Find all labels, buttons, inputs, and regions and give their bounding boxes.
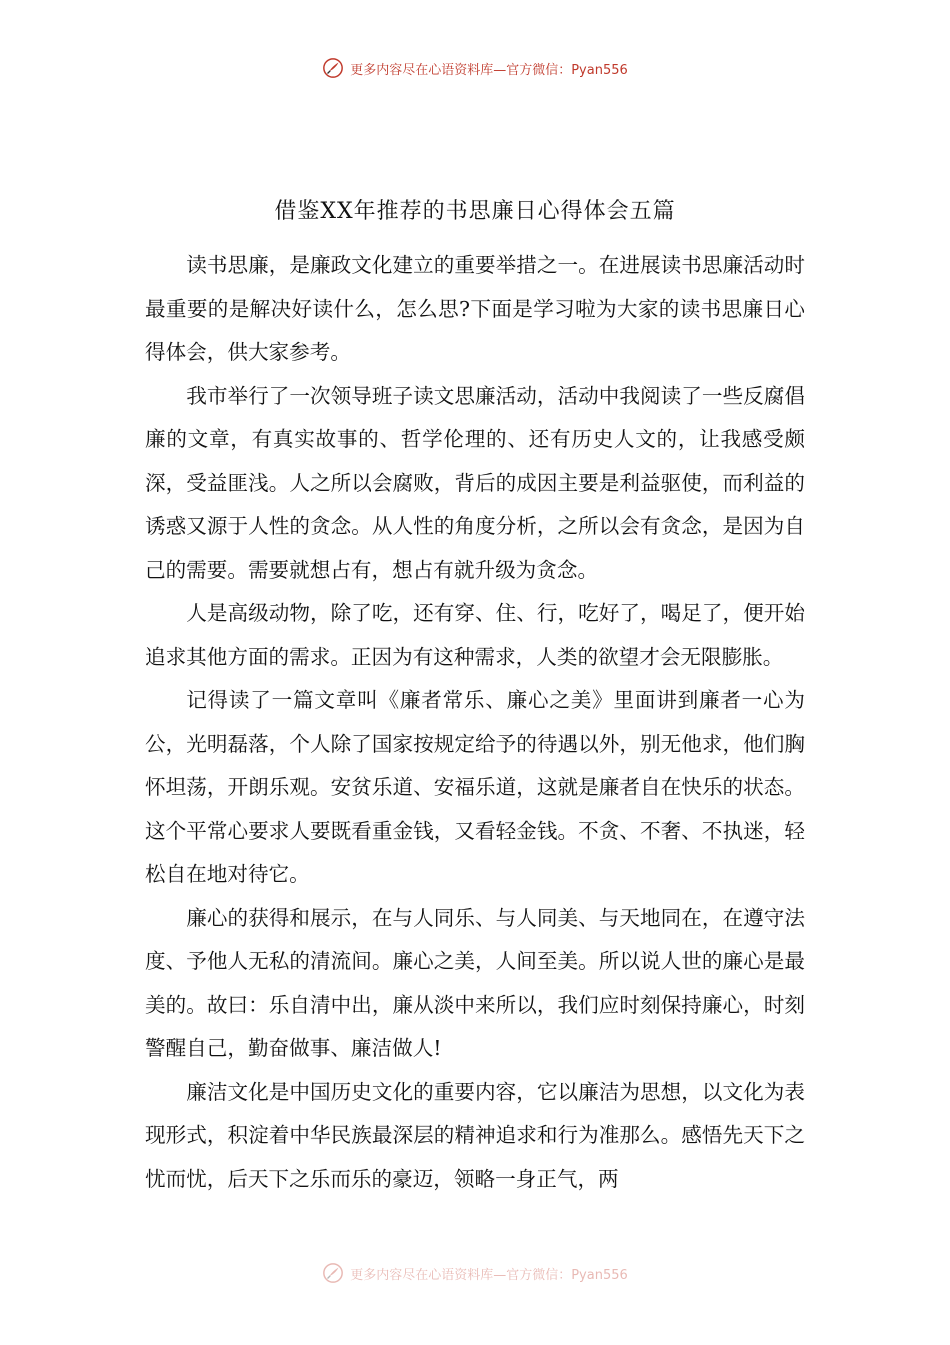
paragraph: 人是高级动物，除了吃，还有穿、住、行，吃好了，喝足了，便开始追求其他方面的需求。正因为有这种需求，人类的欲望才会无限膨胀。 [145, 601, 805, 669]
document-body [145, 244, 805, 1201]
header-watermark [0, 57, 950, 79]
paragraph: 廉心的获得和展示，在与人同乐、与人同美、与天地同在，在遵守法度、予他人无私的清流间。廉心之美，人间至美。所以说人世的廉心是最美的。故曰：乐自清中出，廉从淡中来所以，我们应时刻保持廉心，时刻警醒自己，勤奋做事、廉洁做人! [145, 905, 805, 1060]
feather-pen-icon [322, 1262, 344, 1284]
paragraph: 读书思廉，是廉政文化建立的重要举措之一。在进展读书思廉活动时最重要的是解决好读什么，怎么思?下面是学习啦为大家的读书思廉日心得体会，供大家参考。 [145, 253, 805, 364]
paragraph: 我市举行了一次领导班子读文思廉活动，活动中我阅读了一些反腐倡廉的文章，有真实故事的、哲学伦理的、还有历史人文的，让我感受颇深，受益匪浅。人之所以会腐败，背后的成因主要是利益驱使，而利益的诱惑又源于人性的贪念。从人性的角度分析，之所以会有贪念，是因为自己的需要。需要就想占有，想占有就升级为贪念。 [145, 383, 805, 582]
feather-pen-icon [322, 57, 344, 79]
watermark-text: 更多内容尽在心语资料库—官方微信：Pyan556 [350, 62, 628, 78]
watermark-text: 更多内容尽在心语资料库—官方微信：Pyan556 [350, 1267, 628, 1283]
paragraph: 廉洁文化是中国历史文化的重要内容，它以廉洁为思想，以文化为表现形式，积淀着中华民族最深层的精神追求和行为准那么。感悟先天下之忧而忧，后天下之乐而乐的豪迈，领略一身正气，两 [145, 1079, 805, 1191]
footer-watermark [0, 1262, 950, 1284]
paragraph: 记得读了一篇文章叫《廉者常乐、廉心之美》里面讲到廉者一心为公，光明磊落，个人除了国家按规定给予的待遇以外，别无他求，他们胸怀坦荡，开朗乐观。安贫乐道、安福乐道，这就是廉者自在快乐的状态。这个平常心要求人要既看重金钱，又看轻金钱。不贪、不奢、不执迷，轻松自在地对待它。 [145, 688, 805, 886]
document-title: 借鉴XX年推荐的书思廉日心得体会五篇 [274, 199, 676, 224]
